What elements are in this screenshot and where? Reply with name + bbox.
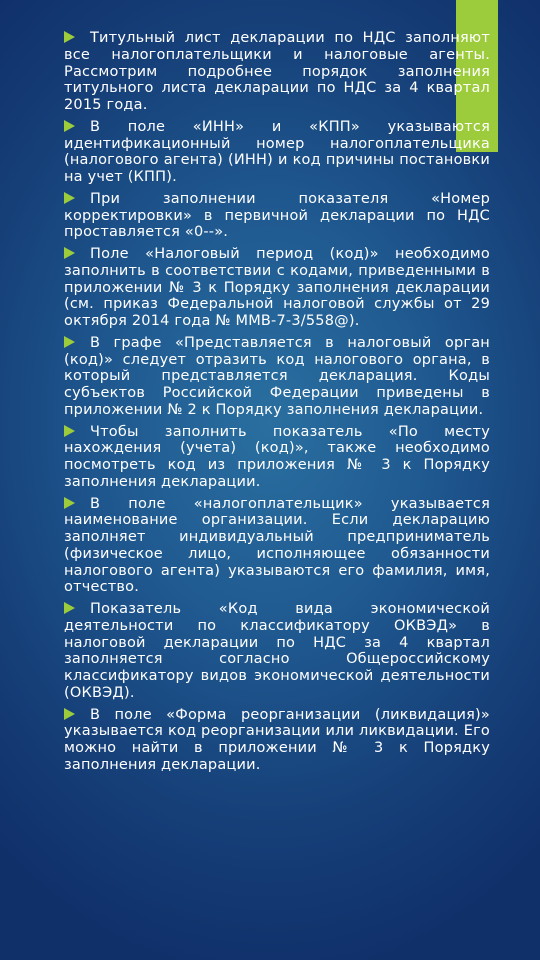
- paragraph-tax-period: [64, 246, 490, 330]
- paragraph-text: В поле «ИНН» и «КПП» указываются идентификационный номер налогоплательщика (налогового агента) (ИНН) и код причины постановки на учет (КПП).: [64, 118, 490, 186]
- paragraph-text: Чтобы заполнить показатель «По месту нахождения (учета) (код)», также необходимо посмотреть код из приложения № 3 к Порядку заполнения декларации.: [64, 423, 490, 490]
- paragraph-text: В поле «Форма реорганизации (ликвидация)» указывается код реорганизации или ликвидации. Его можно найти в приложении № 3 к Порядку заполнения декларации.: [64, 706, 490, 774]
- triangle-bullet-icon: [64, 602, 75, 614]
- paragraph-title-page: [64, 30, 490, 114]
- paragraph-inn-kpp: [64, 119, 490, 186]
- triangle-bullet-icon: [64, 247, 75, 259]
- slide-body: [64, 30, 490, 779]
- paragraph-text: Показатель «Код вида экономической деятельности по классификатору ОКВЭД» в налоговой декларации по НДС за 4 квартал заполняется согласно Общероссийскому классификатору видов экономической деятельности (ОКВЭД).: [64, 601, 490, 702]
- paragraph-text: Поле «Налоговый период (код)» необходимо заполнить в соответствии с кодами, приведенными в приложении № 3 к Порядку заполнения декларации (см. приказ Федеральной налоговой службы от 29 октября 2014 года № ММВ-7-3/558@).: [64, 245, 490, 330]
- paragraph-text: В поле «налогоплательщик» указывается наименование организации. Если декларацию заполняет индивидуальный предприниматель (физическое лицо, исполняющее обязанности налогового агента) указываются его фамилия, имя, отчество.: [64, 495, 490, 596]
- paragraph-reorganization: [64, 707, 490, 774]
- triangle-bullet-icon: [64, 425, 75, 437]
- paragraph-taxpayer: [64, 496, 490, 597]
- paragraph-okved: [64, 601, 490, 702]
- paragraph-location-code: [64, 424, 490, 491]
- paragraph-tax-authority: [64, 335, 490, 419]
- triangle-bullet-icon: [64, 192, 75, 204]
- paragraph-correction-number: [64, 191, 490, 241]
- paragraph-text: При заполнении показателя «Номер корректировки» в первичной декларации по НДС проставляется «0--».: [64, 190, 490, 241]
- paragraph-text: В графе «Представляется в налоговый орган (код)» следует отразить код налогового органа, в который представляется декларация. Коды субъектов Российской Федерации приведены в приложении № 2 к Порядку заполнения декларации.: [64, 334, 490, 418]
- paragraph-text: Титульный лист декларации по НДС заполняют все налогоплательщики и налоговые агенты. Рассмотрим подробнее порядок заполнения титульного листа декларации по НДС за 4 квартал 2015 года.: [64, 30, 490, 114]
- triangle-bullet-icon: [64, 497, 75, 509]
- triangle-bullet-icon: [64, 120, 75, 132]
- triangle-bullet-icon: [64, 336, 75, 348]
- triangle-bullet-icon: [64, 708, 75, 720]
- triangle-bullet-icon: [64, 31, 75, 43]
